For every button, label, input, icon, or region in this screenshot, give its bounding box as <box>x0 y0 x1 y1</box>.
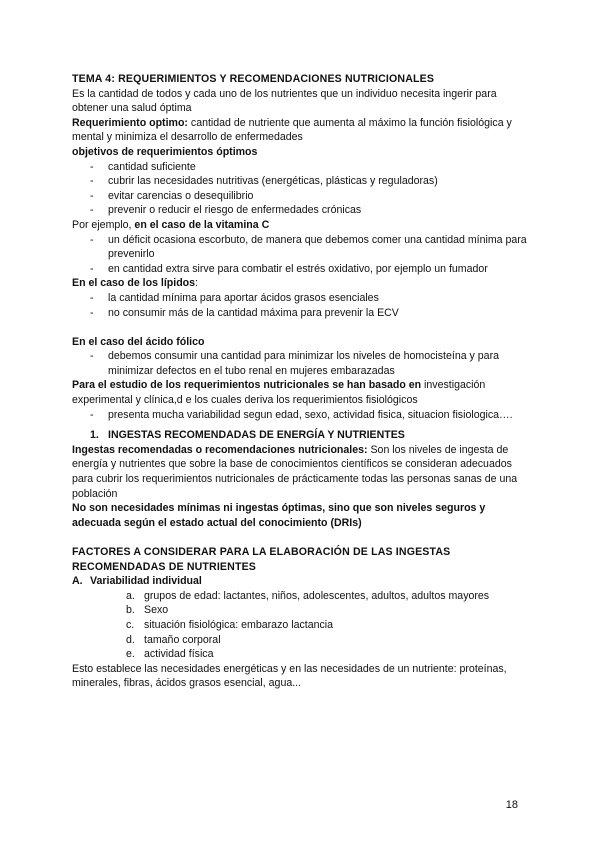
list-item-text: actividad física <box>144 648 214 661</box>
factores-heading: FACTORES A CONSIDERAR PARA LA ELABORACIÓN DE LAS INGESTAS RECOMENDADAS DE NUTRIENTES <box>72 546 451 573</box>
list-item <box>72 603 532 618</box>
list-item-text: tamaño corporal <box>144 633 221 646</box>
list-item-text: situación fisiológica: embarazo lactancia <box>144 618 334 631</box>
ingestas-definition-label: Ingestas recomendadas o recomendaciones nutricionales: <box>72 443 368 456</box>
list-item: - debemos consumir una cantidad para minimizar los niveles de homocisteína y para minimizar defectos en el tubo renal en mujeres embarazadas <box>72 349 532 378</box>
list-item <box>72 618 532 633</box>
list-item: - cantidad suficiente <box>72 160 532 175</box>
list-marker: b. <box>126 604 135 617</box>
list-marker: a. <box>126 589 135 602</box>
ingestas-definition <box>72 443 532 501</box>
list-item: - cubrir las necesidades nutritivas (energéticas, plásticas y reguladoras) <box>72 174 532 189</box>
list-item <box>72 633 532 648</box>
estudio-list <box>72 408 532 423</box>
list-item: - prevenir o reducir el riesgo de enfermedades crónicas <box>72 203 532 218</box>
list-item: - la cantidad mínima para aportar ácidos grasos esenciales <box>72 291 532 306</box>
list-item: - en cantidad extra sirve para combatir el estrés oxidativo, por ejemplo un fumador <box>72 262 532 277</box>
lipidos-heading: En el caso de los lípidos <box>72 277 196 290</box>
intro-paragraph: Es la cantidad de todos y cada uno de los nutrientes que un individuo necesita ingerir para obtener una salud óptima <box>72 87 497 115</box>
list-item-text: Sexo <box>144 604 169 617</box>
vitamina-c-paragraph <box>72 218 532 233</box>
vitamina-c-prefix: Por ejemplo, <box>72 218 135 231</box>
list-item: - evitar carencias o desequilibrio <box>72 189 532 204</box>
vitamina-c-heading: en el caso de la vitamina C <box>134 218 270 231</box>
objetivos-heading: objetivos de requerimientos óptimos <box>72 145 258 158</box>
lipidos-list <box>72 291 532 320</box>
estudio-lead: Para el estudio de los requerimientos nutricionales se han basado en <box>72 379 422 392</box>
variabilidad-heading <box>72 574 532 589</box>
list-marker: d. <box>126 633 135 646</box>
subsection-mark: A. <box>72 575 83 588</box>
objetivos-list <box>72 160 532 218</box>
list-marker: c. <box>126 618 135 631</box>
page-content <box>72 72 532 691</box>
list-item: - un déficit ocasiona escorbuto, de manera que debemos comer una cantidad mínima para prevenirlo <box>72 233 532 262</box>
req-optimo-text: cantidad de nutriente que aumenta al máximo la función fisiológica y mental y minimiza el desarrollo de enfermedades <box>72 116 512 144</box>
section-number: 1. <box>90 429 99 442</box>
lipidos-paragraph <box>72 276 532 291</box>
acido-folico-list <box>72 349 532 378</box>
estudio-paragraph <box>72 378 532 407</box>
spacer <box>72 530 532 545</box>
list-item <box>72 589 532 604</box>
list-marker: e. <box>126 648 135 661</box>
lipidos-suffix: : <box>195 277 198 290</box>
list-item: - no consumir más de la cantidad máxima para prevenir la ECV <box>72 306 532 321</box>
req-optimo-paragraph <box>72 116 532 145</box>
list-item: - presenta mucha variabilidad segun edad, sexo, actividad fisica, situacion fisiologica…. <box>72 408 532 423</box>
page-title: TEMA 4: REQUERIMIENTOS Y RECOMENDACIONES NUTRICIONALES <box>72 73 435 85</box>
vitamina-c-list <box>72 233 532 277</box>
estudio-text: investigación experimental y clínica,d e los cuales deriva los requerimientos fisiológicos <box>72 379 486 407</box>
list-item <box>72 647 532 662</box>
section-1-title: INGESTAS RECOMENDADAS DE ENERGÍA Y NUTRIENTES <box>108 429 405 442</box>
acido-folico-heading: En el caso del ácido fólico <box>72 335 205 348</box>
factores-list <box>72 589 532 662</box>
list-item-text: grupos de edad: lactantes, niños, adolescentes, adultos, adultos mayores <box>144 589 490 602</box>
spacer <box>72 320 532 335</box>
section-1-heading <box>72 428 532 443</box>
ingestas-definition-text: Son los niveles de ingesta de energía y nutrientes que sobre la base de conocimientos científicos se consideran adecuados para cubrir los requerimientos nutricionales de prácticamente todas las personas sanas de una población <box>72 443 518 500</box>
variabilidad-title: Variabilidad individual <box>90 575 202 588</box>
page-number: 18 <box>505 799 518 811</box>
req-optimo-label: Requerimiento optimo: <box>72 116 188 129</box>
closing-paragraph: Esto establece las necesidades energéticas y en las necesidades de un nutriente: proteínas, minerales, fibras, ácidos grasos esencial, agua... <box>72 662 507 690</box>
ingestas-note: No son necesidades mínimas ni ingestas óptimas, sino que son niveles seguros y adecuada según el estado actual del conocimiento (DRIs) <box>72 502 486 529</box>
